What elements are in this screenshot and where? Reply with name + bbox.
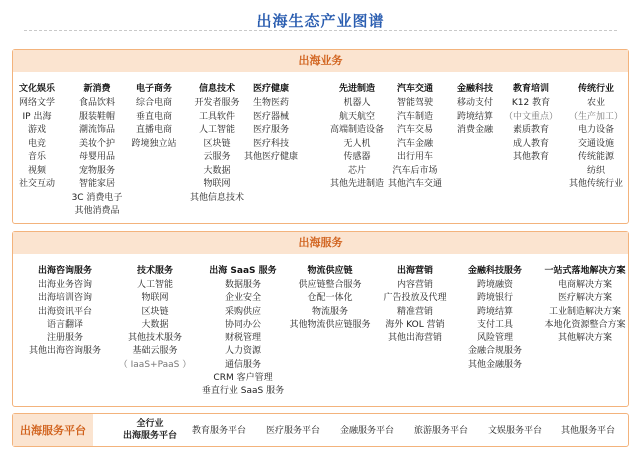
business-column-title: 电子商务 [135,84,173,94]
service-column-title: 出海 SaaS 服务 [209,266,277,276]
business-column-title: 信息技术 [198,84,236,94]
business-item: 其他传统行业 [568,179,624,189]
service-column-title: 技术服务 [136,266,173,276]
service-item: 出海业务咨询 [37,280,93,290]
business-item: 医疗服务 [252,125,290,135]
business-item: 社交互动 [18,179,56,189]
service-item: 支付工具 [476,319,514,330]
business-column [457,82,493,138]
business-column [504,82,558,165]
business-item: 医疗器械 [252,111,290,122]
service-column-title: 出海咨询服务 [37,266,93,276]
business-item: 音乐 [27,152,47,162]
service-item: 跨境融资 [476,280,514,290]
business-item: 出行用车 [396,152,434,162]
service-item: 广告投放及代理 [383,293,447,304]
business-item: 游戏 [27,125,47,135]
service-item: 协同办公 [224,319,261,330]
business-item: 航天航空 [338,111,376,122]
platform-item: 文娱服务平台 [487,426,543,436]
business-item: 高端制造设备 [329,125,385,135]
business-item: 垂直电商 [135,111,173,122]
title-area [0,10,641,31]
service-column-title: 出海营销 [396,266,434,276]
platform-all-line2: 出海服务平台 [122,430,178,441]
business-item: 农业 [586,98,606,108]
business-item: 智能家居 [78,179,115,189]
business-item: 成人教育 [512,138,550,149]
business-column-title: 金融科技 [456,84,494,94]
business-column-title: 新消费 [83,84,111,94]
service-item: 金融合规服务 [467,346,523,357]
business-item: 其他汽车交通 [387,179,443,189]
business-item: IP 出海 [22,111,52,122]
service-column-title: 金融科技服务 [467,266,523,276]
service-item: 采购供应 [224,306,261,317]
platform-item: 金融服务平台 [339,426,395,436]
service-item: 跨境银行 [476,293,514,304]
business-column [244,82,298,165]
business-item: 汽车后市场 [392,165,438,176]
service-item: 医疗解决方案 [557,293,613,304]
business-item: 视频 [27,165,47,176]
platform-item: 其他服务平台 [560,426,616,436]
business-column [190,82,244,205]
service-item: 人力资源 [224,346,261,357]
service-item: 精准营销 [396,306,434,317]
service-item: 其他技术服务 [127,333,182,344]
service-item: 供应链整合服务 [298,280,362,290]
service-item: 其他出海咨询服务 [28,346,102,357]
business-item: 食品饮料 [78,98,115,108]
business-item: 跨境独立站 [131,138,177,149]
service-item: 区块链 [141,306,169,317]
service-item: 物流服务 [311,306,349,317]
platform-all-industry [123,414,177,445]
business-item: 母婴用品 [78,152,115,162]
business-column [569,82,623,192]
services-header: 出海服务 [13,232,628,254]
title-divider [24,30,617,31]
business-item: 其他先进制造 [329,179,385,189]
business-item: 物联网 [203,179,231,189]
business-item: 传统能源 [577,152,615,162]
service-item: 注册服务 [46,333,84,344]
business-column-title: 文化娱乐 [18,84,56,94]
service-item: 基础云服务 [132,346,178,357]
service-item: 其他出海营销 [387,333,443,344]
business-item: 移动支付 [456,98,494,108]
business-column-title: 传统行业 [577,84,615,94]
business-column [388,82,442,192]
business-item: 3C 消费电子 [71,192,123,203]
service-item: 其他解决方案 [557,333,613,344]
business-column-title: 教育培训 [512,84,550,94]
business-column [330,82,384,192]
business-item: 汽车金融 [396,138,434,149]
business-item: 云服务 [203,152,231,162]
business-item: 无人机 [343,138,371,149]
business-item: 其他信息技术 [189,192,245,203]
business-column-title: 医疗健康 [252,84,290,94]
business-item: 综合电商 [135,98,173,108]
business-item: 潮流饰品 [78,125,115,135]
platform-item: 医疗服务平台 [265,426,321,436]
business-column [72,82,123,219]
platform-all-line1: 全行业 [136,418,164,429]
service-item: 其他物流供应链服务 [289,319,371,330]
business-item: 电力设备 [577,125,615,135]
business-item: 传感器 [343,152,371,162]
business-item: （生产加工） [568,111,624,122]
business-item: 电竞 [27,138,47,149]
business-column [19,82,55,192]
service-item: 本地化资源整合方案 [544,319,626,330]
business-item: 汽车交易 [396,125,434,135]
service-item: （ IaaS+PaaS ） [118,359,192,370]
platform-item: 教育服务平台 [191,426,247,436]
business-header: 出海业务 [13,50,628,72]
business-item: 人工智能 [198,125,236,135]
business-item: 区块链 [203,138,231,149]
business-item: 生物医药 [252,98,290,108]
service-item: 跨境结算 [476,306,514,317]
page-title: 出海生态产业图谱 [256,12,385,30]
business-item: 汽车制造 [396,111,434,122]
service-column-title: 一站式落地解决方案 [544,266,626,276]
service-item: 电商解决方案 [557,280,613,290]
business-item: 工具软件 [198,111,236,122]
service-column [202,264,284,399]
business-item: 其他消费品 [74,206,120,216]
service-item: 仓配一体化 [307,293,353,304]
service-item: 物联网 [141,293,169,304]
platform-row [12,413,629,447]
platform-label: 出海服务平台 [13,414,93,446]
business-item: 网络文学 [18,98,56,108]
business-item: 宠物服务 [78,165,115,176]
service-column [383,264,446,345]
service-item: CRM 客户管理 [213,373,273,384]
platform-item: 旅游服务平台 [413,426,469,436]
business-item: 直播电商 [135,125,173,135]
business-item: 智能驾驶 [396,98,434,108]
service-item: 内容营销 [396,280,434,290]
service-column [468,264,522,372]
business-column-title: 汽车交通 [396,84,434,94]
business-item: 大数据 [203,165,231,176]
business-item: 其他教育 [512,152,550,162]
business-item: 纺织 [586,165,606,176]
service-item: 语言翻译 [46,319,84,330]
business-column [131,82,176,151]
service-item: 出海资讯平台 [37,306,93,317]
service-item: 通信服务 [224,359,261,370]
business-section [12,49,629,224]
service-column-title: 物流供应链 [307,266,353,276]
business-column-title: 先进制造 [338,84,376,94]
business-item: （中文重点） [503,111,559,122]
service-column [289,264,370,332]
service-item: 海外 KOL 营销 [385,319,445,330]
business-item: K12 教育 [511,98,551,108]
business-item: 交通设施 [577,138,615,149]
service-item: 企业安全 [224,293,261,304]
business-item: 跨境结算 [456,111,494,122]
services-section [12,231,629,407]
service-item: 垂直行业 SaaS 服务 [201,386,285,397]
business-item: 其他医疗健康 [243,152,299,162]
business-item: 芯片 [347,165,367,176]
service-item: 人工智能 [136,280,173,290]
business-item: 消费金融 [456,125,494,135]
business-item: 素质教育 [512,125,550,135]
service-item: 财税管理 [224,333,261,344]
service-item: 风险管理 [476,333,514,344]
business-item: 开发者服务 [194,98,240,108]
service-column [544,264,625,345]
service-item: 工业制造解决方案 [548,306,622,317]
business-item: 美妆个护 [78,138,115,149]
service-item: 大数据 [141,319,169,330]
service-item: 其他金融服务 [467,359,523,370]
business-item: 服装鞋帽 [78,111,115,122]
business-item: 机器人 [343,98,371,108]
service-column [119,264,191,372]
service-item: 数据服务 [224,280,261,290]
service-column [29,264,101,359]
service-item: 出海培训咨询 [37,293,93,304]
business-item: 医疗科技 [252,138,290,149]
